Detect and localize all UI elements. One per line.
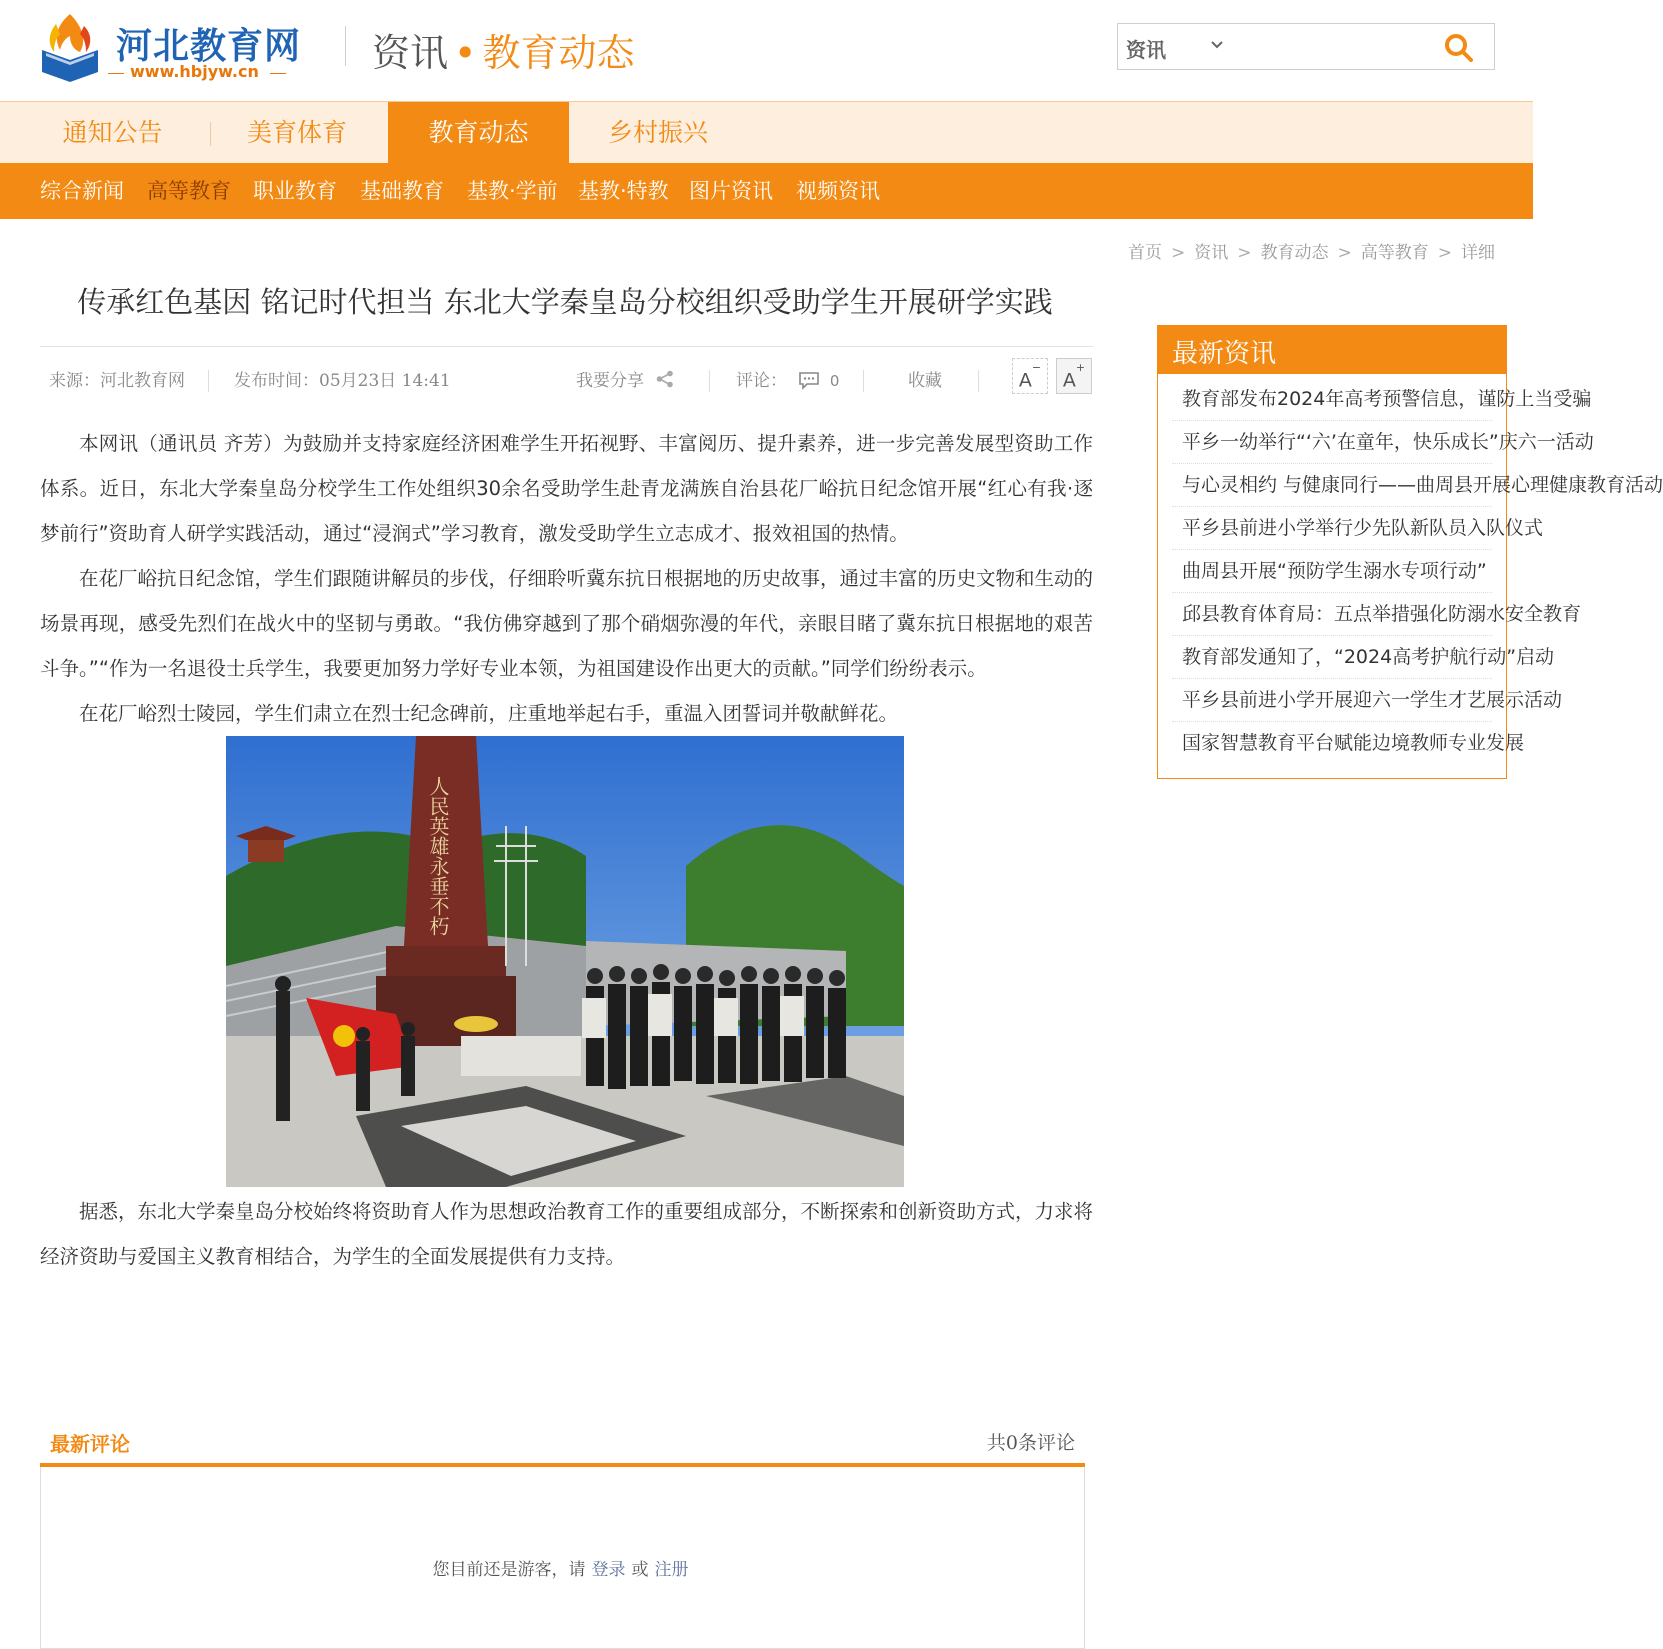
divider bbox=[709, 370, 710, 392]
chevron-down-icon[interactable] bbox=[1206, 34, 1228, 56]
subnav-jichu[interactable]: 基础教育 bbox=[360, 179, 444, 203]
comments-title: 最新评论 bbox=[50, 1432, 130, 1456]
site-logo[interactable] bbox=[34, 6, 304, 84]
breadcrumb-home[interactable]: 首页 bbox=[1128, 243, 1162, 263]
divider bbox=[210, 122, 211, 146]
login-link[interactable]: 登录 bbox=[591, 1560, 626, 1580]
article-paragraph: 据悉，东北大学秦皇岛分校始终将资助育人作为思想政治教育工作的重要组成部分，不断探索和创新资助方式，力求将经济资助与爱国主义教育相结合，为学生的全面发展提供有力支持。 bbox=[40, 1200, 1094, 1268]
guest-tip-or: 或 bbox=[631, 1560, 649, 1580]
search-box bbox=[1117, 23, 1495, 70]
latest-news-item[interactable]: 平乡县前进小学开展迎六一学生才艺展示活动 bbox=[1172, 679, 1492, 722]
comment-count: 0 bbox=[829, 372, 840, 390]
favorite-button[interactable]: 收藏 bbox=[908, 371, 942, 391]
breadcrumb-current: 详细 bbox=[1461, 243, 1495, 263]
breadcrumb-separator: > bbox=[1337, 243, 1352, 263]
breadcrumb-separator: > bbox=[1437, 243, 1452, 263]
divider bbox=[270, 73, 286, 74]
subnav-gaodeng[interactable]: 高等教育 bbox=[147, 179, 231, 203]
divider bbox=[208, 370, 209, 392]
breadcrumb bbox=[1128, 238, 1495, 263]
tab-jiaoyu-dongtai[interactable]: 教育动态 bbox=[388, 102, 569, 164]
breadcrumb-separator: > bbox=[1171, 243, 1186, 263]
article-meta bbox=[40, 358, 1093, 398]
article-title: 传承红色基因 铭记时代担当 东北大学秦皇岛分校组织受助学生开展研学实践 bbox=[77, 285, 1053, 319]
monument-inscription: 人民英雄永垂不朽 bbox=[426, 776, 450, 936]
search-icon[interactable] bbox=[1440, 30, 1478, 64]
font-decrease-button[interactable]: A− bbox=[1012, 358, 1048, 394]
breadcrumb-separator: > bbox=[1237, 243, 1252, 263]
search-input[interactable] bbox=[1244, 30, 1424, 64]
latest-news-item[interactable]: 教育部发布2024年高考预警信息，谨防上当受骗 bbox=[1172, 378, 1492, 421]
share-button[interactable] bbox=[576, 366, 675, 391]
subnav-zhiye[interactable]: 职业教育 bbox=[253, 179, 337, 203]
latest-news-item[interactable]: 教育部发通知了，“2024高考护航行动”启动 bbox=[1172, 636, 1492, 679]
search-scope-select[interactable]: 资讯 bbox=[1126, 38, 1166, 62]
article-paragraph: 本网讯（通讯员 齐芳）为鼓励并支持家庭经济困难学生开拓视野、丰富阅历、提升素养，进一步完善发展型资助工作体系。近日，东北大学秦皇岛分校学生工作处组织30余名受助学生赴青龙满族自治县花厂峪抗日纪念馆开展“红心有我·逐梦前行”资助育人研学实践活动，通过“浸润式”学习教育，激发受助学生立志成才、报效祖国的热情。 bbox=[40, 432, 1093, 545]
register-link[interactable]: 注册 bbox=[654, 1560, 689, 1580]
article-source: 来源：河北教育网 bbox=[49, 371, 185, 391]
font-increase-label: A bbox=[1062, 369, 1076, 392]
article-body bbox=[40, 421, 1093, 1279]
comment-label: 评论： bbox=[736, 371, 787, 391]
article-paragraph: 在花厂峪烈士陵园，学生们肃立在烈士纪念碑前，庄重地举起右手，重温入团誓词并敬献鲜花。 bbox=[79, 702, 899, 725]
breadcrumb-zixun[interactable]: 资讯 bbox=[1194, 243, 1229, 263]
divider bbox=[978, 370, 979, 392]
tab-tongzhi[interactable]: 通知公告 bbox=[62, 118, 163, 147]
breadcrumb-jiaoyu-dongtai[interactable]: 教育动态 bbox=[1260, 243, 1329, 263]
latest-news-header bbox=[1158, 326, 1506, 374]
comments-section bbox=[40, 1422, 1085, 1649]
comments-count: 共0条评论 bbox=[986, 1432, 1075, 1454]
breadcrumb-gaodeng[interactable]: 高等教育 bbox=[1360, 243, 1429, 263]
font-decrease-label: A bbox=[1018, 369, 1032, 392]
share-label: 我要分享 bbox=[576, 371, 644, 391]
font-increase-button[interactable]: A+ bbox=[1056, 358, 1092, 394]
latest-news-title: 最新资讯 bbox=[1172, 339, 1277, 369]
site-header bbox=[0, 0, 1533, 101]
publish-time: 发布时间：05月23日 14:41 bbox=[234, 371, 451, 391]
article-paragraph: 在花厂峪抗日纪念馆，学生们跟随讲解员的步伐，仔细聆听冀东抗日根据地的历史故事，通过丰富的历史文物和生动的场景再现，感受先烈们在战火中的坚韧与勇敢。“我仿佛穿越到了那个硝烟弥漫的年代，亲眼目睹了冀东抗日根据地的艰苦斗争。”“作为一名退役士兵学生，我要更加努力学好专业本领，为祖国建设作出更大的贡献。”同学们纷纷表示。 bbox=[40, 567, 1094, 680]
subnav-tupian[interactable]: 图片资讯 bbox=[689, 179, 773, 203]
subnav-tejiao[interactable]: 基教·特教 bbox=[578, 179, 669, 203]
divider bbox=[863, 370, 864, 392]
article-photo bbox=[226, 736, 904, 1187]
logo-url: www.hbjyw.cn bbox=[130, 62, 259, 81]
channel-dot: • bbox=[454, 31, 477, 75]
subnav-shipin[interactable]: 视频资讯 bbox=[796, 179, 880, 203]
latest-news-item[interactable]: 曲周县开展“预防学生溺水专项行动” bbox=[1172, 550, 1492, 593]
latest-news-item[interactable]: 邱县教育体育局：五点举措强化防溺水安全教育 bbox=[1172, 593, 1492, 636]
latest-news-item[interactable]: 平乡县前进小学举行少先队新队员入队仪式 bbox=[1172, 507, 1492, 550]
subchannel-name: 教育动态 bbox=[482, 31, 635, 75]
main-nav bbox=[0, 101, 1533, 163]
latest-news-panel bbox=[1157, 325, 1663, 779]
logo-wordmark: 河北教育网 bbox=[116, 26, 302, 67]
comment-icon bbox=[798, 371, 820, 389]
sub-nav bbox=[0, 163, 1533, 219]
channel-name: 资讯 bbox=[372, 31, 449, 75]
tab-xiangcun[interactable]: 乡村振兴 bbox=[607, 118, 708, 147]
comment-link[interactable] bbox=[736, 366, 839, 391]
tab-meiyu[interactable]: 美育体育 bbox=[246, 118, 347, 147]
flame-book-logo-icon bbox=[34, 6, 106, 84]
divider bbox=[345, 26, 346, 66]
latest-news-item[interactable]: 与心灵相约 与健康同行——曲周县开展心理健康教育活动 bbox=[1172, 464, 1492, 507]
guest-tip-text: 您目前还是游客，请 bbox=[432, 1560, 586, 1580]
subnav-xueqian[interactable]: 基教·学前 bbox=[467, 179, 558, 203]
latest-news-item[interactable]: 平乡一幼举行“‘六’在童年，快乐成长”庆六一活动 bbox=[1172, 421, 1492, 464]
divider bbox=[108, 73, 124, 74]
subnav-zonghe[interactable]: 综合新闻 bbox=[40, 179, 124, 203]
guest-tip bbox=[41, 1555, 1086, 1580]
channel-title bbox=[372, 22, 634, 77]
latest-news-item[interactable]: 国家智慧教育平台赋能边境教师专业发展 bbox=[1182, 732, 1525, 754]
latest-news-list bbox=[1172, 378, 1663, 765]
comments-box bbox=[40, 1467, 1085, 1649]
divider bbox=[40, 346, 1093, 347]
share-icon bbox=[655, 370, 675, 388]
